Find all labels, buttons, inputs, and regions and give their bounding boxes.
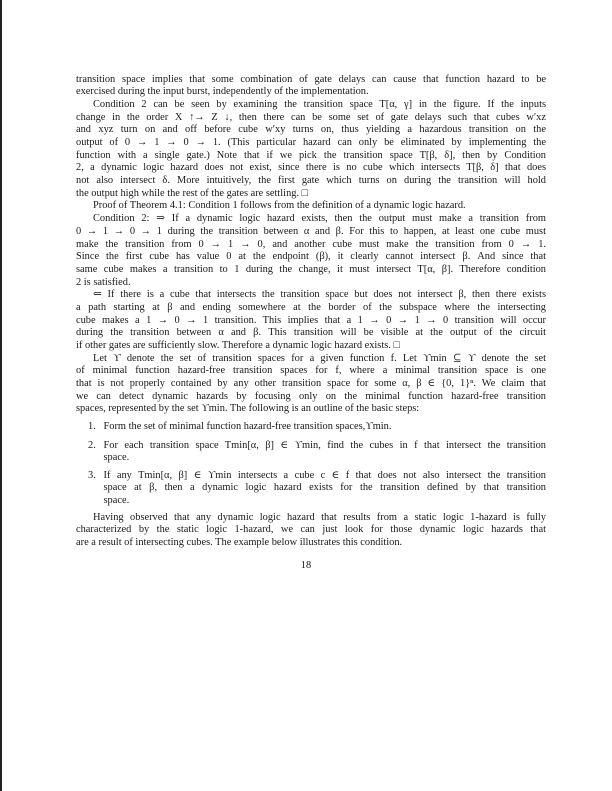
text-line: spaces, represented by the set ϒmin. The following is an outline of the basic steps: xyxy=(76,403,420,415)
step-number: 1. xyxy=(88,420,96,432)
text-line: space. xyxy=(103,452,130,464)
closing-paragraph xyxy=(76,512,546,550)
text-line: that is not properly contained by any other transition space for some α, β ∈ {0, 1}ⁿ. We claim that xyxy=(76,378,546,390)
paragraph xyxy=(76,200,546,213)
paragraph xyxy=(76,213,546,289)
step-item xyxy=(88,421,546,434)
scan-edge xyxy=(0,0,2,791)
text-line: If any Tmin[α, β] ∈ ϒmin intersects a cube c ∈ f that does not also intersect the transition xyxy=(103,469,546,481)
text-line: transition space implies that some combination of gate delays can cause that function hazard to be xyxy=(76,73,546,85)
paragraph xyxy=(76,74,546,99)
paragraph xyxy=(76,99,546,201)
text-line: 2 is satisfied. xyxy=(76,276,131,288)
text-line: 0 → 1 → 0 → 1 during the transition between α and β. For this to happen, at least one cube must xyxy=(76,225,546,237)
text-line: the output high while the rest of the gates are settling. □ xyxy=(76,187,308,199)
body-text xyxy=(76,74,546,417)
text-line: same cube makes a transition to 1 during the change, it must intersect T[α, β]. Therefore condition xyxy=(76,263,546,275)
text-line: function with a single gate.) Note that if we pick the transition space T[β, δ], then by Condition xyxy=(76,149,546,161)
step-text xyxy=(104,421,547,434)
text-line: characterized by the static logic 1-hazard, we can just look for those dynamic logic hazards that xyxy=(76,524,546,536)
text-line: we can detect dynamic hazards by focusing only on the minimal function hazard-free transition xyxy=(76,390,546,402)
step-number: 3. xyxy=(88,469,96,481)
text-line: 2, a dynamic logic hazard does not exist, since there is no cube which intersects T[β, δ] that does xyxy=(76,162,546,174)
text-line: Let ϒ denote the set of transition spaces for a given function f. Let ϒmin ⊆ ϒ denote the set xyxy=(93,352,546,364)
text-line: and xyz turn on and off before cube w′xy turns on, thus yielding a hazardous transition on the xyxy=(76,124,546,136)
text-line: make the transition from 0 → 1 → 0, and another cube must make the transition from 0 → 1. xyxy=(76,238,546,250)
text-line: if other gates are sufficiently slow. Therefore a dynamic logic hazard exists. □ xyxy=(76,340,400,352)
text-line: space at β, then a dynamic logic hazard exists for the transition defined by that transition xyxy=(103,482,546,494)
step-number: 2. xyxy=(88,439,96,451)
paragraph xyxy=(76,289,546,352)
text-line: change in the order X ↑→ Z ↓, then there can be some set of gate delays such that cubes w′xz xyxy=(76,111,546,123)
text-line: output of 0 → 1 → 0 → 1. (This particular hazard can only be eliminated by implementing the xyxy=(76,137,546,149)
page-number: 18 xyxy=(300,559,312,571)
text-line: are a result of intersecting cubes. The example below illustrates this condition. xyxy=(76,536,403,548)
text-line: Since the first cube has value 0 at the endpoint (β), it clearly cannot intersect β. And since that xyxy=(76,251,546,263)
step-item xyxy=(88,470,546,508)
text-line: space. xyxy=(103,494,130,506)
text-line: Proof of Theorem 4.1: Condition 1 follows from the definition of a dynamic logic hazard. xyxy=(93,200,466,212)
text-line: Having observed that any dynamic logic hazard that results from a static logic 1-hazard is fully xyxy=(93,511,546,523)
text-line: Condition 2 can be seen by examining the transition space T[α, γ] in the figure. If the inputs xyxy=(93,98,546,110)
step-text xyxy=(104,470,547,508)
text-line: Form the set of minimal function hazard-free transition spaces,ϒmin. xyxy=(103,420,392,432)
step-item xyxy=(88,440,546,465)
step-text xyxy=(104,440,547,465)
text-line: of minimal function hazard-free transition spaces for f, where a minimal transition space is one xyxy=(76,365,546,377)
text-line: Condition 2: ⇒ If a dynamic logic hazard exists, then the output must make a transition from xyxy=(93,213,546,225)
text-line: not also intersect δ. More intuitively, the first gate which turns on during the transition will hold xyxy=(76,175,546,187)
text-line: exercised during the input burst, independently of the implementation. xyxy=(76,86,369,98)
text-line: cube makes a 1 → 0 → 1 transition. This implies that a 1 → 0 → 1 → 0 transition will occur xyxy=(76,314,546,326)
text-line: a path starting at β and ending somewhere at the border of the subspace where the intersecting xyxy=(76,301,546,313)
text-line: during the transition between α and β. This transition will be visible at the output of the circuit xyxy=(76,327,546,339)
text-line: ⇐ If there is a cube that intersects the transition space but does not intersect β, then there exists xyxy=(93,289,546,301)
paragraph xyxy=(76,353,546,416)
text-line: For each transition space Tmin[α, β] ∈ ϒmin, find the cubes in f that intersect the transition xyxy=(103,439,546,451)
